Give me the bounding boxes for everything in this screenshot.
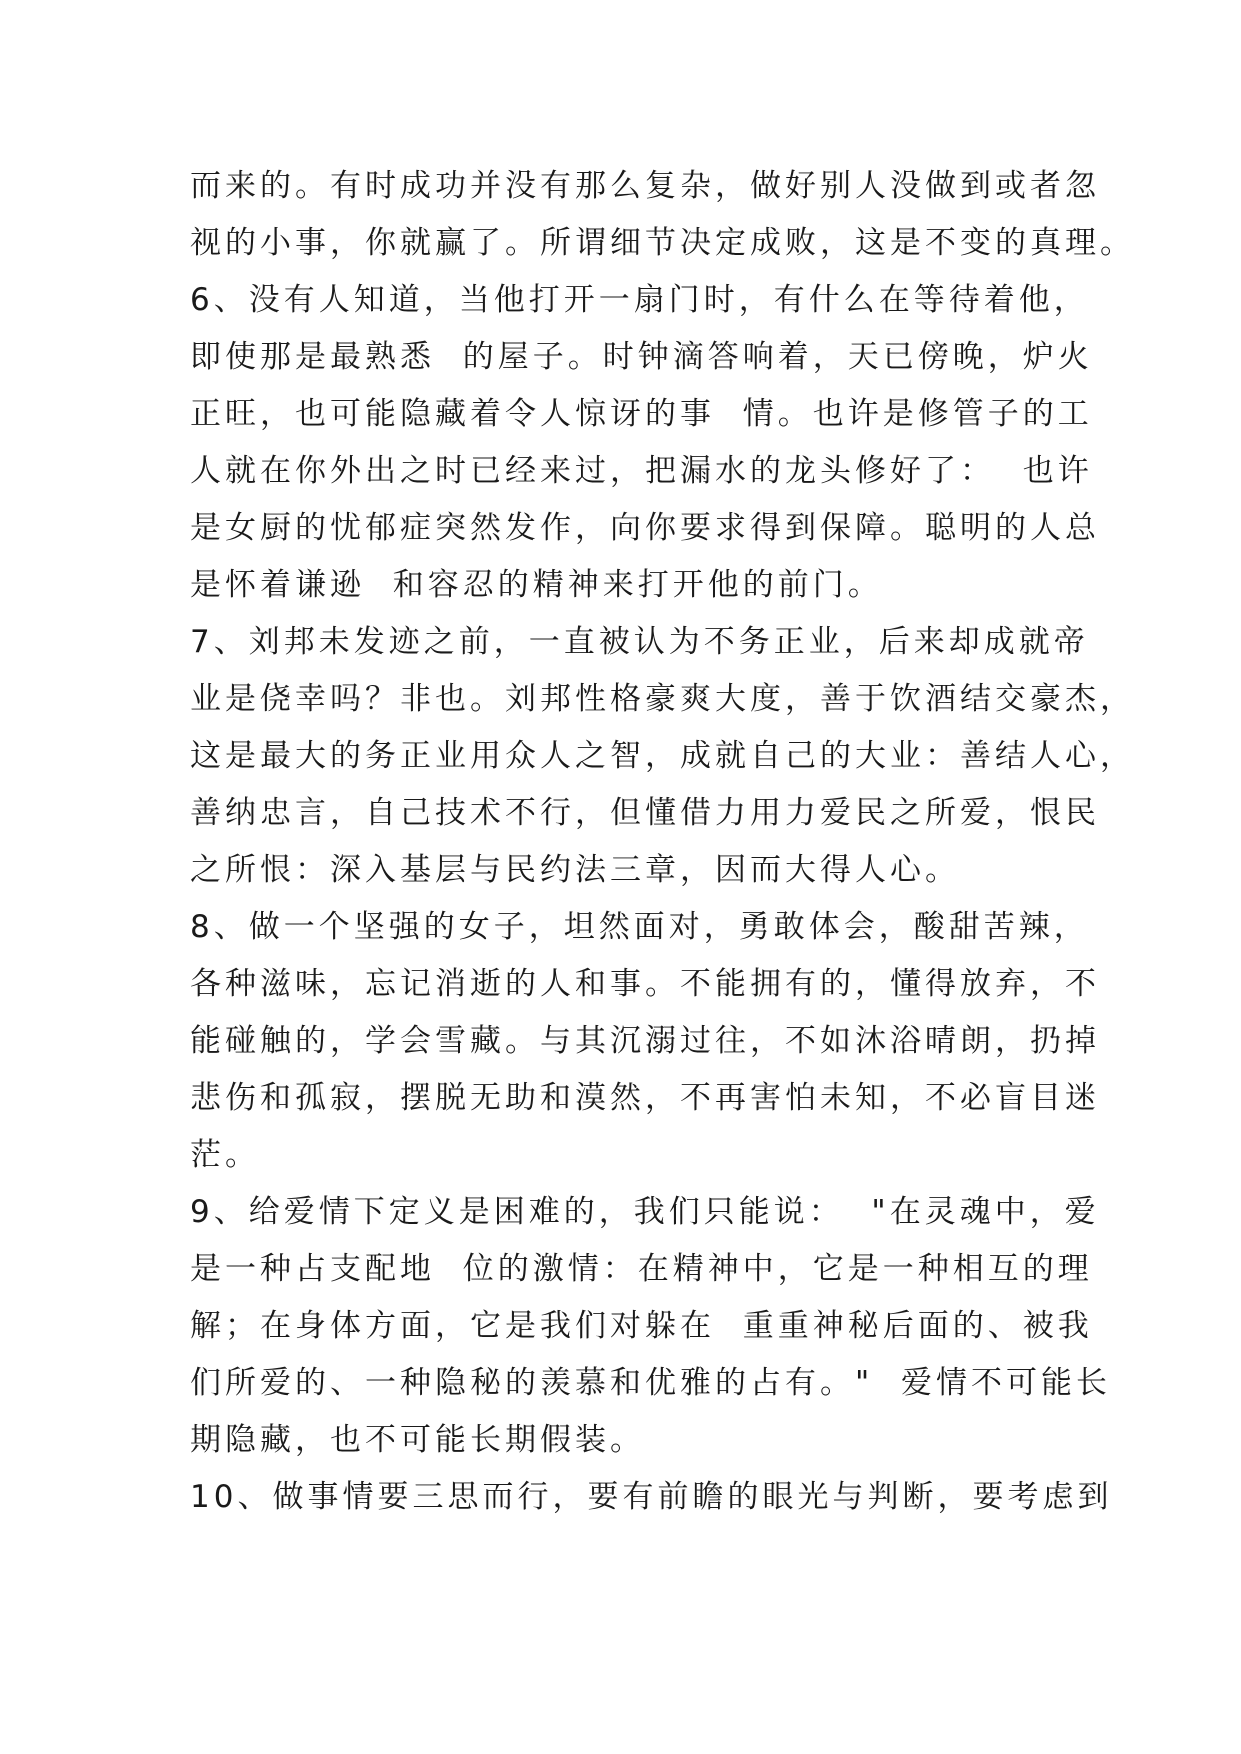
text-line: 们所爱的、一种隐秘的羡慕和优雅的占有。" 爱情不可能长 [190, 1365, 1111, 1401]
text-line: 而来的。有时成功并没有那么复杂，做好别人没做到或者忽 [190, 168, 1100, 204]
text-line: 即使那是最熟悉 的屋子。时钟滴答响着，天已傍晚，炉火 [190, 339, 1093, 375]
text-line: 善纳忠言，自己技术不行，但懂借力用力爱民之所爱，恨民 [190, 795, 1100, 831]
text-line: 9、给爱情下定义是困难的，我们只能说： "在灵魂中，爱 [190, 1194, 1100, 1230]
text-line: 人就在你外出之时已经来过，把漏水的龙头修好了： 也许 [190, 453, 1093, 489]
text-line: 期隐藏，也不可能长期假装。 [190, 1422, 645, 1458]
text-line: 是女厨的忧郁症突然发作，向你要求得到保障。聪明的人总 [190, 510, 1100, 546]
text-line: 视的小事，你就赢了。所谓细节决定成败，这是不变的真理。 [190, 225, 1135, 261]
text-line: 6、没有人知道，当他打开一扇门时，有什么在等待着他， [190, 282, 1089, 318]
text-line: 7、刘邦未发迹之前，一直被认为不务正业，后来却成就帝 [190, 624, 1089, 660]
text-line: 业是侥幸吗？非也。刘邦性格豪爽大度，善于饮酒结交豪杰， [190, 681, 1135, 717]
text-line: 是怀着谦逊 和容忍的精神来打开他的前门。 [190, 567, 883, 603]
text-line: 是一种占支配地 位的激情：在精神中，它是一种相互的理 [190, 1251, 1093, 1287]
text-line: 茫。 [190, 1137, 260, 1173]
document-body [190, 158, 1135, 1526]
text-line: 8、做一个坚强的女子，坦然面对，勇敢体会，酸甜苦辣， [190, 909, 1089, 945]
text-line: 解；在身体方面，它是我们对躲在 重重神秘后面的、被我 [190, 1308, 1093, 1344]
text-line: 悲伤和孤寂，摆脱无助和漠然，不再害怕未知，不必盲目迷 [190, 1080, 1100, 1116]
text-line: 正旺，也可能隐藏着令人惊讶的事 情。也许是修管子的工 [190, 396, 1093, 432]
text-line: 这是最大的务正业用众人之智，成就自己的大业：善结人心， [190, 738, 1135, 774]
text-line: 之所恨：深入基层与民约法三章，因而大得人心。 [190, 852, 960, 888]
text-line: 10、做事情要三思而行，要有前瞻的眼光与判断，要考虑到 [190, 1479, 1113, 1515]
text-line: 各种滋味，忘记消逝的人和事。不能拥有的，懂得放弃，不 [190, 966, 1100, 1002]
text-line: 能碰触的，学会雪藏。与其沉溺过往，不如沐浴晴朗，扔掉 [190, 1023, 1100, 1059]
